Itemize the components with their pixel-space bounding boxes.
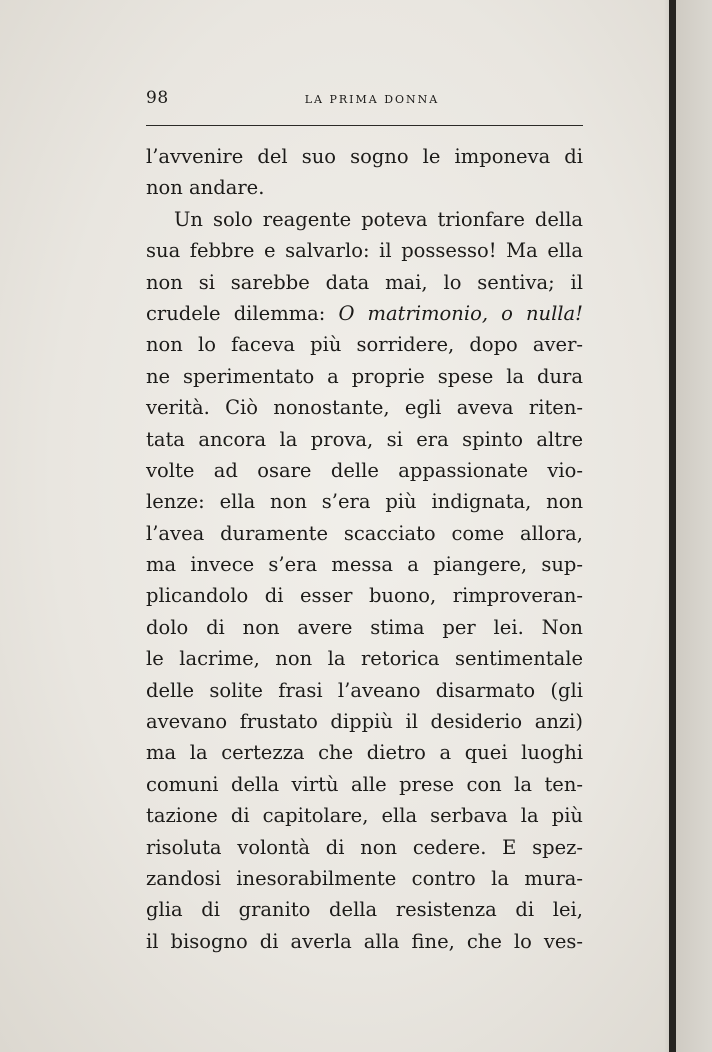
text-line: non si sarebbe data mai, lo sentiva; il: [146, 270, 583, 294]
text-line: non lo faceva più sorridere, dopo aver-: [146, 333, 583, 357]
text-line: plicandolo di esser buono, rimproveran-: [146, 584, 583, 608]
italic-phrase: O matrimonio, o nulla!: [338, 301, 584, 325]
text-line: l’avea duramente scacciato come allora,: [146, 521, 583, 545]
page-number: 98: [146, 88, 169, 108]
page-header: [146, 88, 584, 114]
text-line: dolo di non avere stima per lei. Non: [146, 615, 583, 639]
running-title: LA PRIMA DONNA: [304, 93, 440, 106]
text-line: Un solo reagente poteva trionfare della: [174, 207, 583, 231]
text-line: ma la certezza che dietro a quei luoghi: [146, 741, 583, 765]
text-line: le lacrime, non la retorica sentimentale: [146, 647, 583, 671]
text-line: non andare.: [146, 176, 265, 200]
text-line: glia di granito della resistenza di lei,: [146, 898, 583, 922]
text-line: ma invece s’era messa a piangere, sup-: [146, 553, 583, 577]
body-text: [146, 141, 583, 957]
text-line: verità. Ciò nonostante, egli aveva riten-: [146, 396, 583, 420]
text-line: [146, 298, 583, 329]
text-line: tazione di capitolare, ella serbava la più: [146, 804, 583, 828]
header-rule: [146, 125, 583, 126]
text-line: risoluta volontà di non cedere. E spez-: [146, 835, 583, 859]
text-line: delle solite frasi l’aveano disarmato (gli: [146, 678, 583, 702]
text-line: tata ancora la prova, si era spinto altre: [146, 427, 583, 451]
text-line: l’avvenire del suo sogno le imponeva di: [146, 145, 583, 168]
text-line: avevano frustato dippiù il desiderio anzi): [146, 710, 583, 734]
adjacent-page-edge: [676, 0, 712, 1052]
page-binding-edge: [669, 0, 676, 1052]
text-line: comuni della virtù alle prese con la ten-: [146, 772, 583, 796]
text-line: sua febbre e salvarlo: il possesso! Ma ella: [146, 239, 583, 263]
text-line: volte ad osare delle appassionate vio-: [146, 458, 583, 482]
text-line: il bisogno di averla alla fine, che lo ves-: [146, 929, 583, 953]
text-line: ne sperimentato a proprie spese la dura: [146, 364, 583, 388]
text-line: zandosi inesorabilmente contro la mura-: [146, 866, 583, 890]
text-run: crudele dilemma:: [146, 301, 339, 325]
text-line: lenze: ella non s’era più indignata, non: [146, 490, 583, 514]
